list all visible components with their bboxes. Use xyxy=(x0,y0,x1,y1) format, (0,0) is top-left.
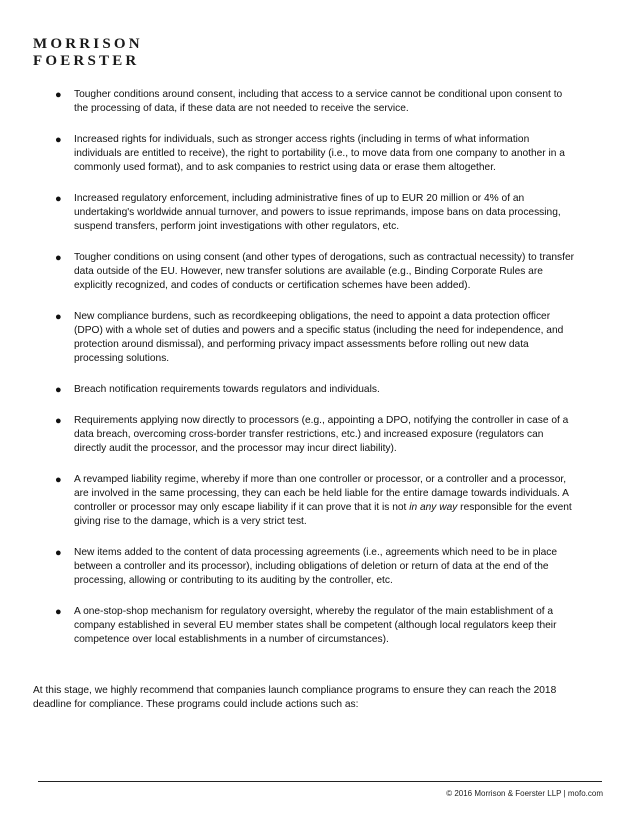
bullet-item-transfers xyxy=(55,251,575,293)
bullet-text-emphasis: in any way xyxy=(409,502,458,513)
bullet-list xyxy=(55,88,575,647)
bullet-item-consent xyxy=(55,88,575,116)
bullet-text: Tougher conditions on using consent (and other types of derogations, such as contractual necessity) to transfer data outside of the EU. However, new transfer solutions are available (e.g., Binding Corporate Rules are explicitly recognized, and codes of conducts or certification schemes have been added). xyxy=(74,252,575,291)
bullet-dot-icon: ● xyxy=(55,252,62,264)
bullet-item-processing-agreements xyxy=(55,546,575,588)
footer-divider xyxy=(38,781,602,782)
bullet-text: A one-stop-shop mechanism for regulatory oversight, whereby the regulator of the main establishment of a company established in several EU member states shall be competent (although local regulators keep their competence over local establishments in a number of circumstances). xyxy=(74,606,557,645)
bullet-item-enforcement xyxy=(55,192,575,234)
company-logo xyxy=(33,36,143,70)
bullet-dot-icon: ● xyxy=(55,134,62,146)
footer-copyright: © 2016 Morrison & Foerster LLP | mofo.com xyxy=(446,789,603,798)
bullet-text: Breach notification requirements towards regulators and individuals. xyxy=(74,384,380,395)
bullet-dot-icon: ● xyxy=(55,193,62,205)
bullet-item-individual-rights xyxy=(55,133,575,175)
bullet-text: Requirements applying now directly to processors (e.g., appointing a DPO, notifying the controller in case of a data breach, overcoming cross-border transfer restrictions, etc.) and increased exposure (regulators can directly audit the processor, and the processor may incur direct liability). xyxy=(74,415,569,454)
bullet-text: Increased regulatory enforcement, including administrative fines of up to EUR 20 million or 4% of an undertaking's worldwide annual turnover, and powers to issue reprimands, impose bans on data processing, suspend transfers, perform joint investigations with other regulators, etc. xyxy=(74,193,561,232)
bullet-dot-icon: ● xyxy=(55,415,62,427)
bullet-item-processors xyxy=(55,414,575,456)
bullet-dot-icon: ● xyxy=(55,606,62,618)
bullet-dot-icon: ● xyxy=(55,384,62,396)
bullet-item-one-stop-shop xyxy=(55,605,575,647)
bullet-item-compliance-burdens xyxy=(55,310,575,366)
closing-paragraph: At this stage, we highly recommend that companies launch compliance programs to ensure they can reach the 2018 deadline for compliance. These programs could include actions such as: xyxy=(33,685,557,710)
logo-line-2: FOERSTER xyxy=(33,53,140,69)
bullet-text: Increased rights for individuals, such as stronger access rights (including in terms of what information individuals are entitled to receive), the right to portability (i.e., to move data from one company to another in a commonly used format), and to ask companies to restrict using data or erase them altogether. xyxy=(74,134,565,173)
bullet-text: New compliance burdens, such as recordkeeping obligations, the need to appoint a data protection officer (DPO) with a whole set of duties and powers and a specific status (including the need for independence, and protection around dismissal), and performing privacy impact assessments before rolling out new data processing solutions. xyxy=(74,311,564,364)
bullet-dot-icon: ● xyxy=(55,474,62,486)
bullet-text xyxy=(74,474,572,527)
bullet-text-part: responsible for the event giving rise to the damage, which is a very strict test. xyxy=(74,502,572,527)
bullet-text: New items added to the content of data processing agreements (i.e., agreements which need to be in place between a controller and its processor), including obligations of deletion or return of data at the end of the processing, allowing or contributing to its auditing by the controller, etc. xyxy=(74,547,558,586)
bullet-text: Tougher conditions around consent, including that access to a service cannot be conditional upon consent to the processing of data, if these data are not needed to receive the service. xyxy=(74,89,563,114)
bullet-text-part: A revamped liability regime, whereby if more than one controller or processor, or a controller and a processor, are involved in the same processing, they can each be held liable for the entire damage towards individuals. A controller or processor may only escape liability if it can prove that it is not xyxy=(74,474,569,513)
bullet-dot-icon: ● xyxy=(55,89,62,101)
logo-line-1: MORRISON xyxy=(33,36,143,52)
bullet-dot-icon: ● xyxy=(55,311,62,323)
bullet-dot-icon: ● xyxy=(55,547,62,559)
bullet-item-breach-notification xyxy=(55,383,575,397)
bullet-item-liability xyxy=(55,473,575,529)
